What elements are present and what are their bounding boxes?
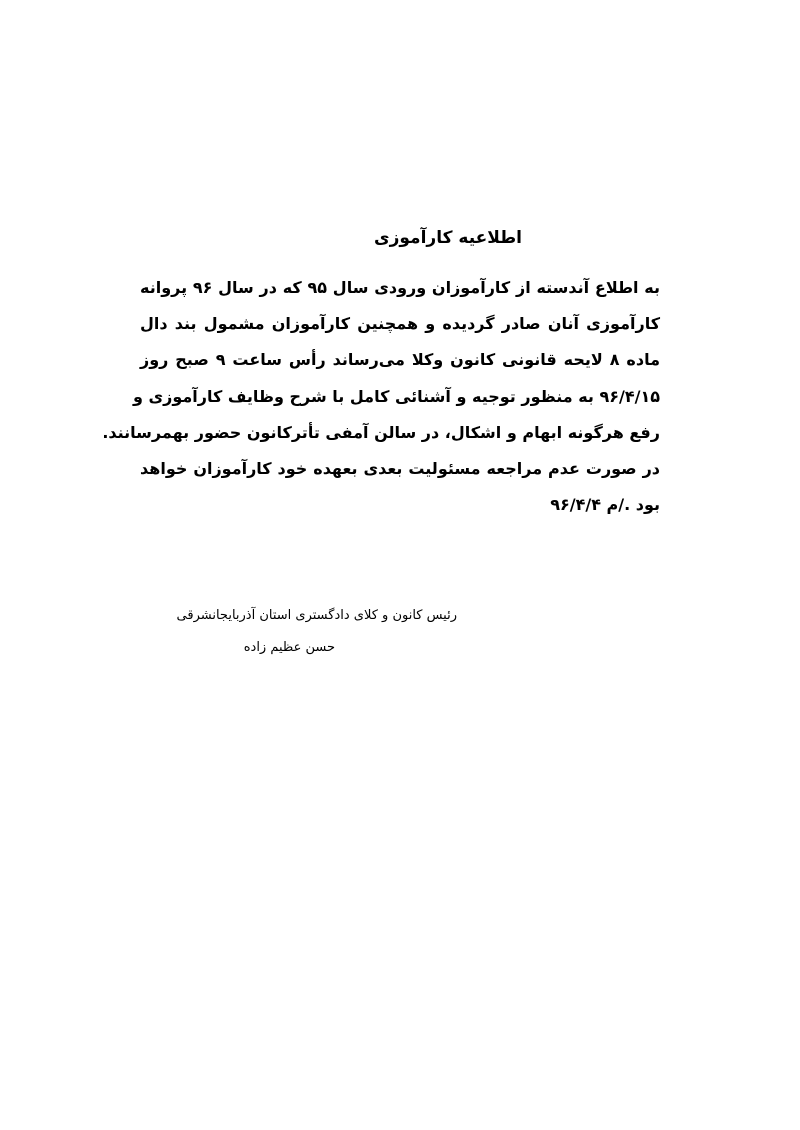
document-title: اطلاعیه کارآموزی bbox=[374, 228, 522, 248]
signature-name: حسن عظیم زاده bbox=[243, 640, 335, 655]
signature-title: رئیس کانون و کلای دادگستری استان آذربایجانشرقی bbox=[176, 608, 457, 623]
body-line-3: ماده ۸ لایحه قانونی کانون وکلا می‌رساند رأس ساعت ۹ صبح روز bbox=[140, 350, 660, 370]
body-line-6: در صورت عدم مراجعه مسئولیت بعدی بعهده خود کارآموزان خواهد bbox=[140, 459, 660, 479]
body-line-5: رفع هرگونه ابهام و اشکال، در سالن آمفی تأترکانون حضور بهمرسانند. bbox=[102, 422, 660, 442]
announcement-body bbox=[102, 270, 661, 523]
body-line-1: به اطلاع آندسته از کارآموزان ورودی سال ۹۵ که در سال ۹۶ پروانه bbox=[140, 278, 661, 297]
body-line-7: بود ./م ۹۶/۴/۴ bbox=[550, 495, 660, 515]
body-line-2: کارآموزی آنان صادر گردیده و همچنین کارآموزان مشمول بند دال bbox=[140, 314, 660, 334]
body-line-4: ۹۶/۴/۱۵ به منظور توجیه و آشنائی کامل با شرح وظایف کارآموزی و bbox=[132, 386, 660, 406]
